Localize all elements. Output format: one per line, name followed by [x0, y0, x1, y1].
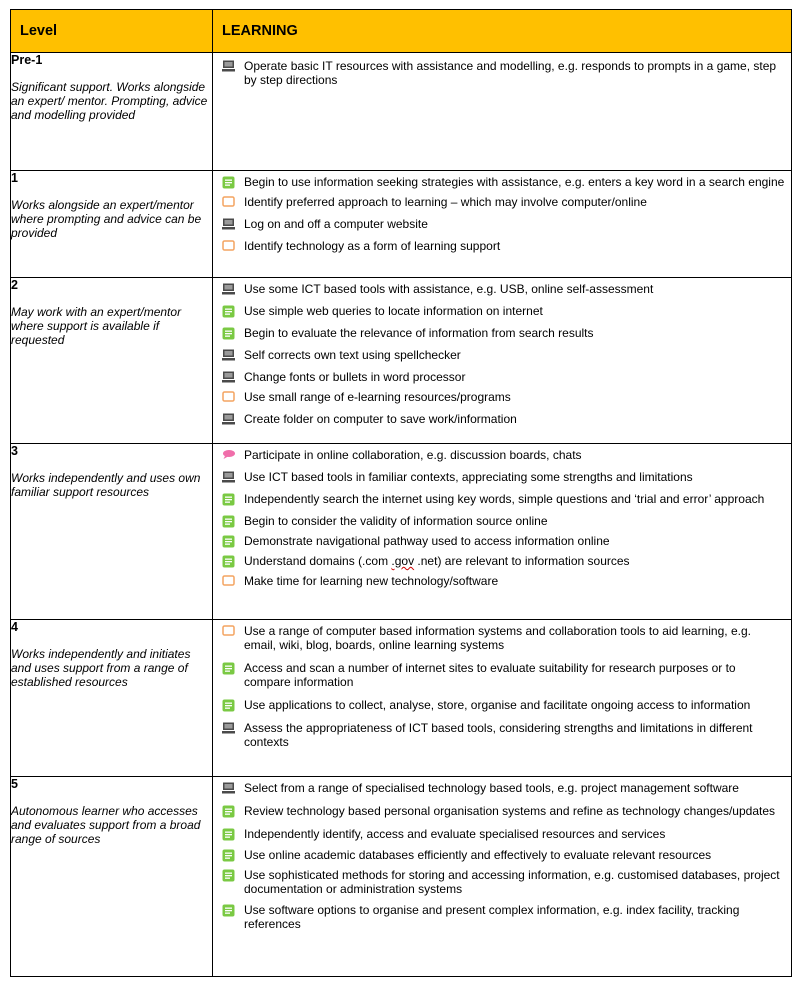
learning-item: [213, 412, 785, 426]
learning-item-text: Use ICT based tools in familiar contexts, appreciating some strengths and limitations: [244, 470, 693, 484]
green-document-icon: [213, 827, 244, 841]
green-document-icon: [213, 492, 244, 506]
computer-icon: [213, 348, 244, 361]
learning-item-text: Change fonts or bullets in word processor: [244, 370, 466, 384]
computer-icon: [213, 59, 244, 72]
computer-icon: [213, 412, 244, 425]
learning-levels-table: [10, 9, 792, 977]
green-document-icon: [213, 868, 244, 882]
green-document-icon: [213, 903, 244, 917]
learning-item: [213, 534, 785, 548]
level-number: 1: [11, 171, 18, 185]
green-document-icon: [213, 804, 244, 818]
learning-item: [213, 868, 785, 896]
learning-item: [213, 195, 785, 209]
computer-icon: [213, 721, 244, 734]
computer-icon: [213, 781, 244, 794]
orange-box-icon: [213, 574, 244, 587]
green-document-icon: [213, 554, 244, 568]
level-description: May work with an expert/mentor where support is available if requested: [11, 305, 182, 347]
learning-item: [213, 903, 785, 931]
level-row: [11, 171, 792, 278]
orange-box-icon: [213, 390, 244, 403]
learning-item-text: Independently search the internet using key words, simple questions and ‘trial and error’ approach: [244, 492, 765, 506]
learning-item-text: Participate in online collaboration, e.g. discussion boards, chats: [244, 448, 582, 462]
learning-item-text: Identify technology as a form of learning support: [244, 239, 501, 253]
level-cell: [11, 171, 213, 278]
level-column-header: Level: [11, 10, 213, 53]
learning-item-text: Independently identify, access and evaluate specialised resources and services: [244, 827, 666, 841]
learning-item-text: Review technology based personal organisation systems and refine as technology changes/updates: [244, 804, 775, 818]
learning-item: [213, 827, 785, 841]
table-header-row: [11, 10, 792, 53]
green-document-icon: [213, 326, 244, 340]
learning-item-text: Identify preferred approach to learning – which may involve computer/online: [244, 195, 647, 209]
level-number: 2: [11, 278, 18, 292]
green-document-icon: [213, 304, 244, 318]
orange-box-icon: [213, 624, 244, 637]
learning-item-text: Self corrects own text using spellchecker: [244, 348, 461, 362]
learning-item-text: Begin to consider the validity of information source online: [244, 514, 548, 528]
computer-icon: [213, 217, 244, 230]
learning-item: [213, 574, 785, 588]
learning-item: [213, 804, 785, 818]
learning-item: [213, 514, 785, 528]
learning-item: [213, 59, 785, 87]
level-number: Pre-1: [11, 53, 43, 67]
learning-item-text: Use online academic databases efficiently and effectively to evaluate relevant resources: [244, 848, 712, 862]
learning-item-text: Access and scan a number of internet sites to evaluate suitability for research purposes or to compare information: [244, 661, 736, 689]
level-row: [11, 620, 792, 777]
learning-item: [213, 348, 785, 362]
pink-chat-icon: [213, 448, 244, 460]
level-cell: [11, 53, 213, 171]
learning-item: [213, 370, 785, 384]
level-description: Works independently and uses own familiar support resources: [11, 471, 201, 499]
learning-item-text: Use small range of e-learning resources/programs: [244, 390, 511, 404]
learning-item: [213, 304, 785, 318]
green-document-icon: [213, 698, 244, 712]
level-description: Works alongside an expert/mentor where prompting and advice can be provided: [11, 198, 202, 240]
learning-cell: [213, 53, 792, 171]
learning-item-text: Use sophisticated methods for storing and accessing information, e.g. customised databases, project documentation or administration systems: [244, 868, 780, 896]
level-row: [11, 777, 792, 977]
level-row: [11, 278, 792, 444]
learning-item: [213, 217, 785, 231]
learning-cell: [213, 777, 792, 977]
learning-item: [213, 492, 785, 506]
learning-item: [213, 661, 785, 689]
learning-item: [213, 175, 785, 189]
level-number: 5: [11, 777, 18, 791]
learning-item-text: Make time for learning new technology/software: [244, 574, 499, 588]
computer-icon: [213, 370, 244, 383]
learning-item: [213, 239, 785, 253]
learning-item-text: Operate basic IT resources with assistance and modelling, e.g. responds to prompts in a game, step by step directions: [244, 59, 777, 87]
learning-cell: [213, 444, 792, 620]
level-cell: [11, 278, 213, 444]
learning-item: [213, 721, 785, 749]
level-description: Works independently and initiates and uses support from a range of established resources: [11, 647, 191, 689]
learning-cell: [213, 620, 792, 777]
learning-item-text: Understand domains (.com .gov .net) are relevant to information sources: [244, 554, 630, 568]
learning-item: [213, 698, 785, 712]
learning-item: [213, 390, 785, 404]
learning-item: [213, 470, 785, 484]
learning-item-text: Begin to use information seeking strategies with assistance, e.g. enters a key word in a search engine: [244, 175, 785, 189]
green-document-icon: [213, 175, 244, 189]
computer-icon: [213, 470, 244, 483]
level-row: [11, 53, 792, 171]
green-document-icon: [213, 848, 244, 862]
learning-item: [213, 848, 785, 862]
learning-item-text: Use simple web queries to locate information on internet: [244, 304, 543, 318]
learning-item-text: Log on and off a computer website: [244, 217, 428, 231]
learning-item-text: Use applications to collect, analyse, store, organise and facilitate ongoing access to information: [244, 698, 751, 712]
green-document-icon: [213, 514, 244, 528]
learning-item: [213, 282, 785, 296]
learning-cell: [213, 171, 792, 278]
computer-icon: [213, 282, 244, 295]
learning-item: [213, 554, 785, 568]
learning-cell: [213, 278, 792, 444]
level-cell: [11, 444, 213, 620]
learning-item-text: Use some ICT based tools with assistance, e.g. USB, online self-assessment: [244, 282, 654, 296]
learning-item: [213, 624, 785, 652]
green-document-icon: [213, 661, 244, 675]
orange-box-icon: [213, 195, 244, 208]
learning-item: [213, 326, 785, 340]
learning-item-text: Assess the appropriateness of ICT based tools, considering strengths and limitations in different contexts: [244, 721, 753, 749]
learning-item-text: Use software options to organise and present complex information, e.g. index facility, tracking references: [244, 903, 740, 931]
learning-item: [213, 448, 785, 462]
level-description: Significant support. Works alongside an expert/ mentor. Prompting, advice and modelling provided: [11, 80, 208, 122]
learning-column-header: LEARNING: [213, 10, 792, 53]
orange-box-icon: [213, 239, 244, 252]
level-cell: [11, 620, 213, 777]
learning-item-text: Begin to evaluate the relevance of information from search results: [244, 326, 594, 340]
level-number: 4: [11, 620, 18, 634]
level-number: 3: [11, 444, 18, 458]
learning-item-text: Demonstrate navigational pathway used to access information online: [244, 534, 610, 548]
level-cell: [11, 777, 213, 977]
level-description: Autonomous learner who accesses and evaluates support from a broad range of sources: [11, 804, 201, 846]
learning-item-text: Use a range of computer based information systems and collaboration tools to aid learning, e.g. email, wiki, blog, boards, online learning systems: [244, 624, 751, 652]
learning-item-text: Create folder on computer to save work/information: [244, 412, 517, 426]
learning-item-text: Select from a range of specialised technology based tools, e.g. project management software: [244, 781, 739, 795]
learning-item: [213, 781, 785, 795]
level-row: [11, 444, 792, 620]
green-document-icon: [213, 534, 244, 548]
